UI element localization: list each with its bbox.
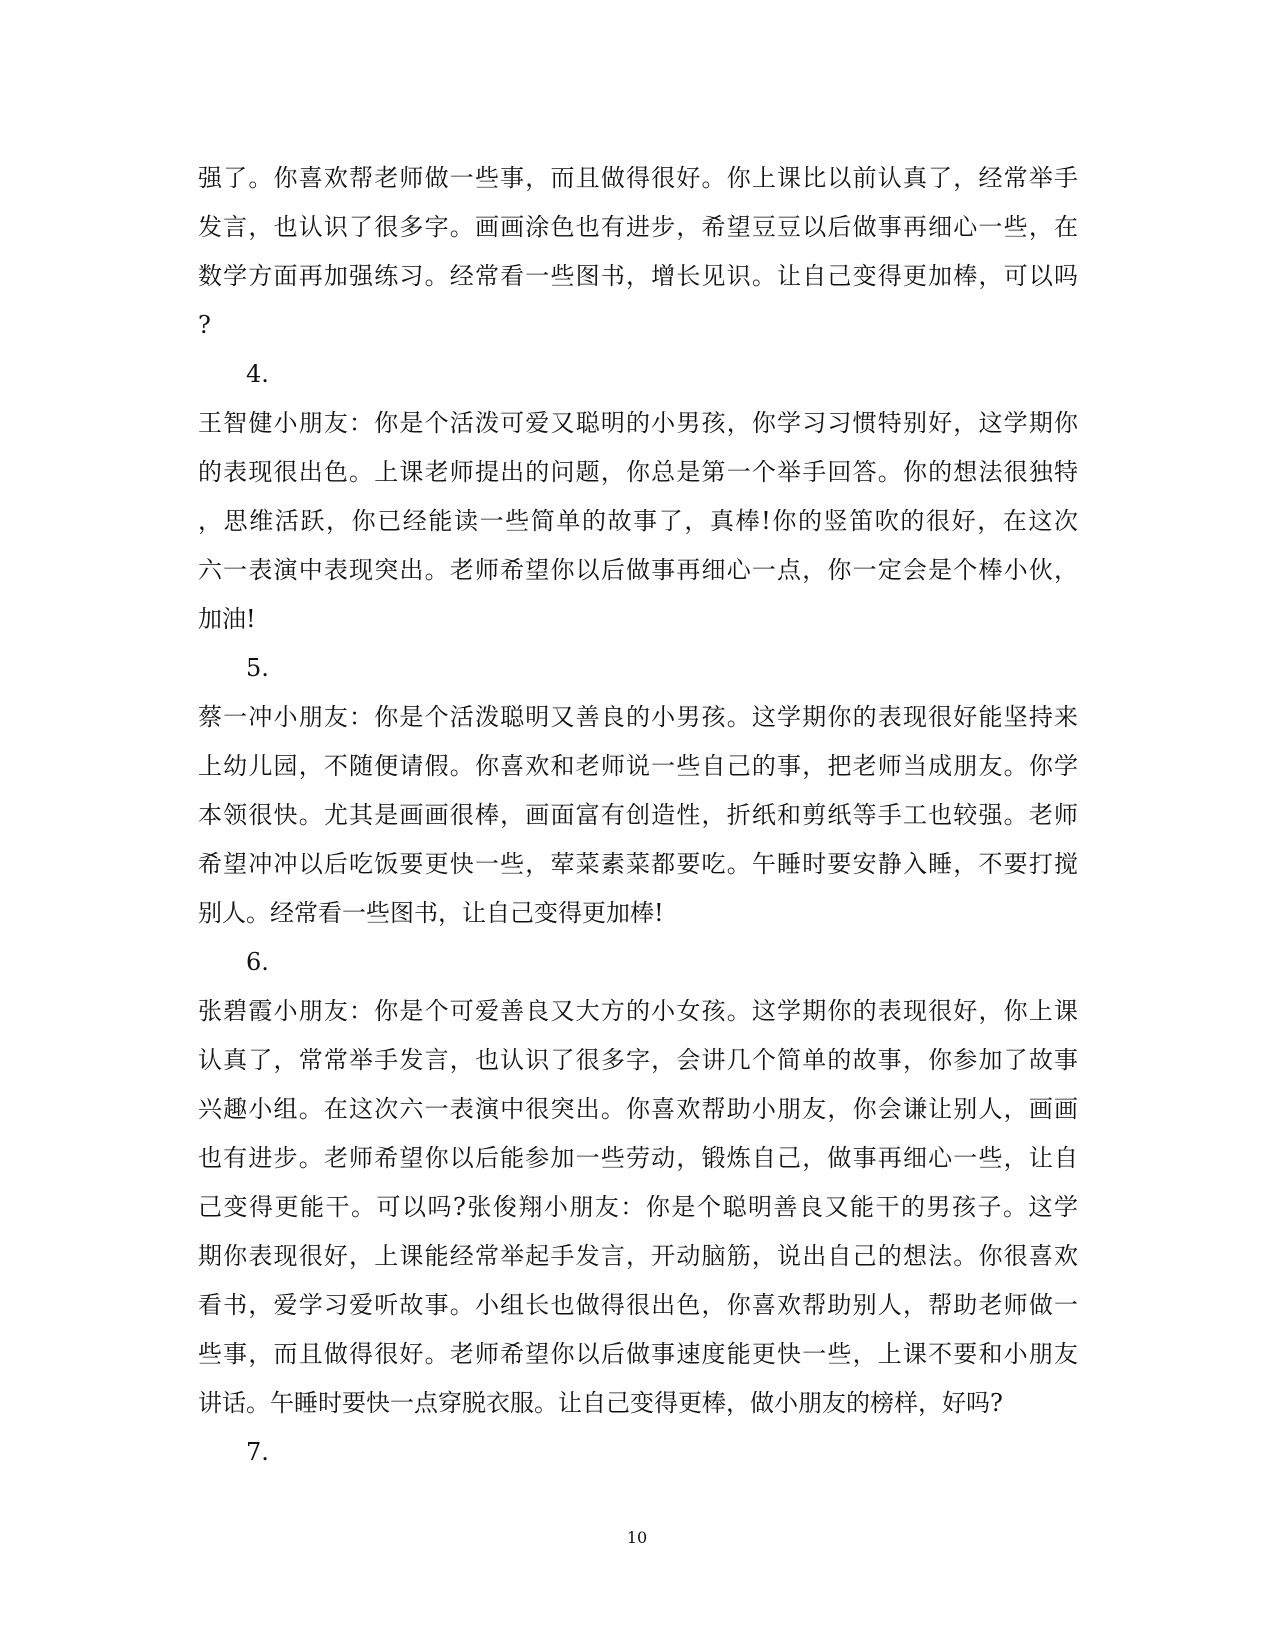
- item-number: 7.: [246, 1438, 269, 1466]
- text-line: 看书，爱学习爱听故事。小组长也做得很出色，你喜欢帮助别人，帮助老师做一: [198, 1291, 1078, 1319]
- text-line: 讲话。午睡时要快一点穿脱衣服。让自己变得更棒，做小朋友的榜样，好吗?: [198, 1389, 1003, 1417]
- text-line: 发言，也认识了很多字。画画涂色也有进步，希望豆豆以后做事再细心一些，在: [198, 213, 1078, 241]
- text-line: 上幼儿园，不随便请假。你喜欢和老师说一些自己的事，把老师当成朋友。你学: [198, 752, 1078, 780]
- text-line: 本领很快。尤其是画画很棒，画面富有创造性，折纸和剪纸等手工也较强。老师: [198, 801, 1078, 829]
- text-line: 六一表演中表现突出。老师希望你以后做事再细心一点，你一定会是个棒小伙，: [198, 556, 1078, 584]
- item-number: 6.: [246, 948, 269, 976]
- text-line: 期你表现很好，上课能经常举起手发言，开动脑筋，说出自己的想法。你很喜欢: [198, 1242, 1078, 1270]
- page-number: 10: [626, 1528, 648, 1547]
- text-line: 希望冲冲以后吃饭要更快一些，荤菜素菜都要吃。午睡时要安静入睡，不要打搅: [198, 850, 1078, 878]
- body-text: [198, 154, 1078, 1477]
- text-line: 张碧霞小朋友：你是个可爱善良又大方的小女孩。这学期你的表现很好，你上课: [198, 997, 1078, 1025]
- text-line: 加油!: [198, 605, 256, 633]
- item-number: 4.: [246, 360, 269, 388]
- text-line: ，思维活跃，你已经能读一些简单的故事了，真棒!你的竖笛吹的很好，在这次: [198, 507, 1078, 535]
- text-line: 强了。你喜欢帮老师做一些事，而且做得很好。你上课比以前认真了，经常举手: [198, 164, 1078, 192]
- text-line: 认真了，常常举手发言，也认识了很多字，会讲几个简单的故事，你参加了故事: [198, 1046, 1078, 1074]
- item-number: 5.: [246, 654, 269, 682]
- text-line: 兴趣小组。在这次六一表演中很突出。你喜欢帮助小朋友，你会谦让别人，画画: [198, 1095, 1078, 1123]
- text-line: 蔡一冲小朋友：你是个活泼聪明又善良的小男孩。这学期你的表现很好能坚持来: [198, 703, 1078, 731]
- text-line: 也有进步。老师希望你以后能参加一些劳动，锻炼自己，做事再细心一些，让自: [198, 1144, 1078, 1172]
- text-line: 别人。经常看一些图书，让自己变得更加棒!: [198, 899, 664, 927]
- text-line: 的表现很出色。上课老师提出的问题，你总是第一个举手回答。你的想法很独特: [198, 458, 1078, 486]
- text-line: 些事，而且做得很好。老师希望你以后做事速度能更快一些，上课不要和小朋友: [198, 1340, 1078, 1368]
- text-line: 数学方面再加强练习。经常看一些图书，增长见识。让自己变得更加棒，可以吗: [198, 262, 1078, 290]
- text-line: 己变得更能干。可以吗?张俊翔小朋友：你是个聪明善良又能干的男孩子。这学: [198, 1193, 1078, 1221]
- text-line: ?: [198, 311, 211, 339]
- text-line: 王智健小朋友：你是个活泼可爱又聪明的小男孩，你学习习惯特别好，这学期你: [198, 409, 1078, 437]
